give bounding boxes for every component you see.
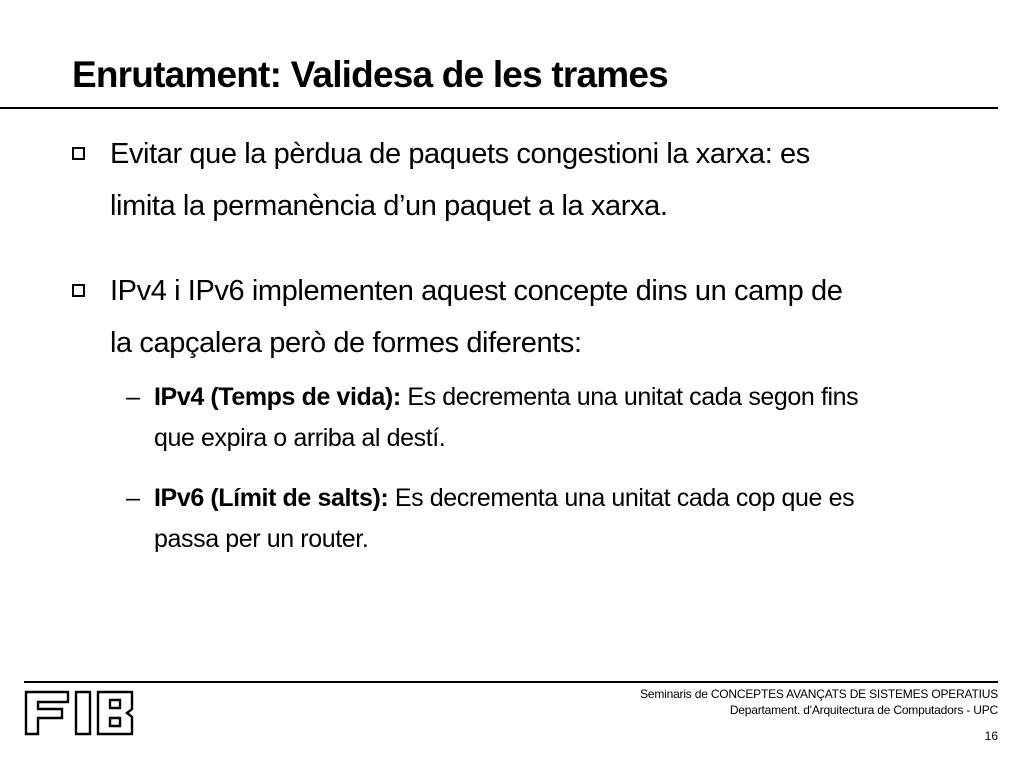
department-name: Departament. d'Arquitectura de Computadors - UPC [729,703,998,717]
subitem-line: Es decrementa una unitat cada cop que es [394,484,855,512]
square-bullet-icon [72,147,85,160]
subitem-line: Es decrementa una unitat cada segon fins [407,383,859,411]
bullet-text [110,128,990,232]
subitem-line: passa per un router. [154,525,369,553]
subitem-line: que expira o arriba al destí. [154,424,446,452]
course-name: Seminaris de CONCEPTES AVANÇATS DE SISTEMES OPERATIUS [640,687,998,701]
dash-bullet: – [126,484,140,512]
subitem-text [154,377,984,459]
subitem-label: IPv4 (Temps de vida): [154,383,401,411]
page-number: 16 [984,729,998,743]
footer-info [640,686,998,718]
footer-divider [24,681,998,683]
square-bullet-icon [72,284,85,297]
bullet-line: limita la permanència d’un paquet a la xarxa. [110,190,668,222]
dash-bullet: – [126,383,140,411]
bullet-line: Evitar que la pèrdua de paquets congestioni la xarxa: es [110,138,810,170]
bullet-line: IPv4 i IPv6 implementen aquest concepte dins un camp de [110,275,843,307]
bullet-text [110,265,990,369]
bullet-line: la capçalera però de formes diferents: [110,327,582,359]
slide-title: Enrutament: Validesa de les trames [72,54,668,95]
subitem-label: IPv6 (Límit de salts): [154,484,389,512]
fib-logo-icon [24,690,138,736]
subitem-text [154,478,984,560]
